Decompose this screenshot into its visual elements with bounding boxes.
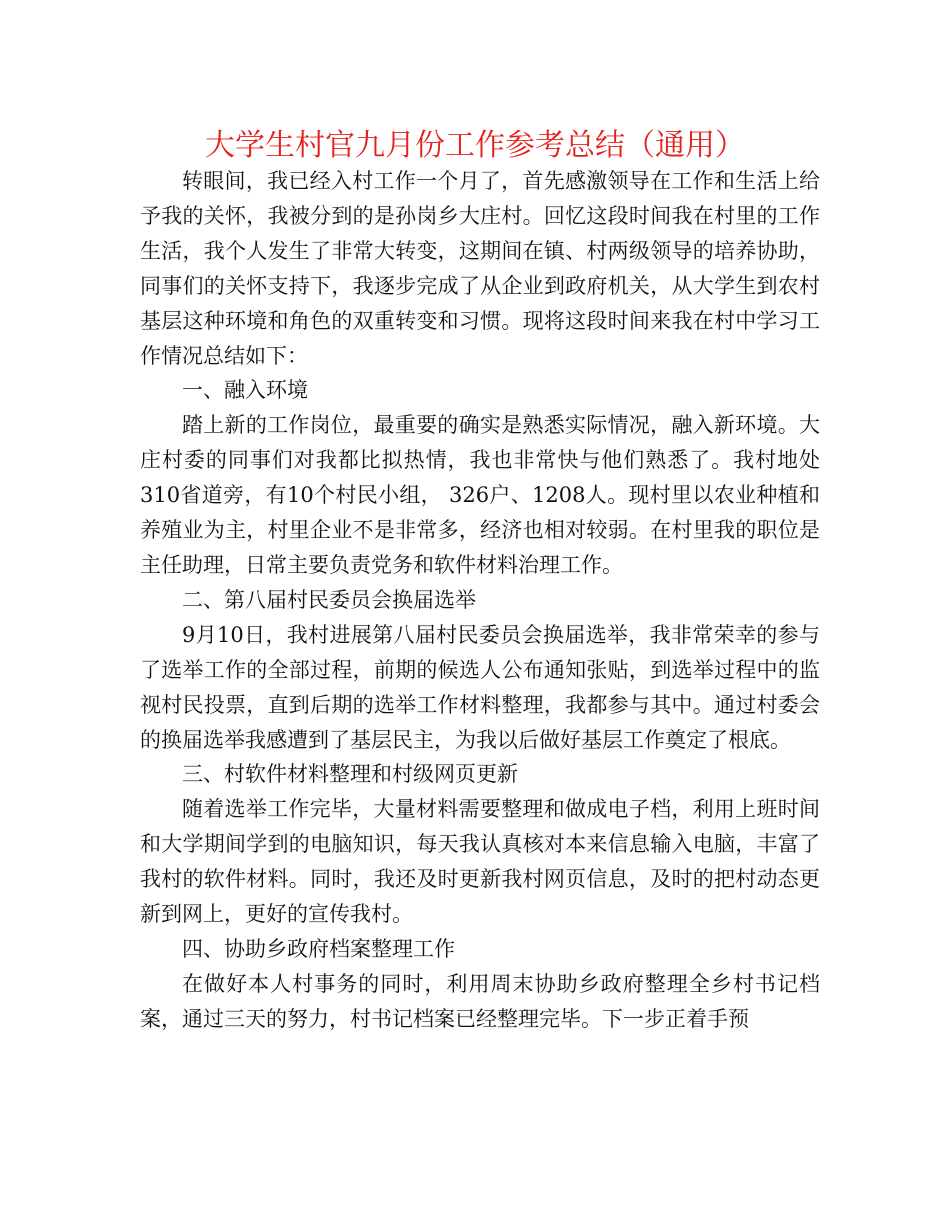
intro-paragraph: 转眼间，我已经入村工作一个月了，首先感激领导在工作和生活上给予我的关怀，我被分到的是孙岗乡大庄村。回忆这段时间我在村里的工作生活，我个人发生了非常大转变，这期间在镇、村两级领导的培养协助，同事们的关怀支持下，我逐步完成了从企业到政府机关，从大学生到农村基层这种环境和角色的双重转变和习惯。现将这段时间来我在村中学习工作情况总结如下：: [140, 169, 820, 368]
section-body-1: 踏上新的工作岗位，最重要的确实是熟悉实际情况，融入新环境。大庄村委的同事们对我都比拟热情，我也非常快与他们熟悉了。我村地处310省道旁，有10个村民小组， 326户、1208人。现村里以农业种植和养殖业为主，村里企业不是非常多，经济也相对较弱。在村里我的职位是主任助理，日常主要负责党务和软件材料治理工作。: [140, 413, 820, 577]
document-body: [140, 164, 820, 1037]
section-body-2: 9月10日，我村进展第八届村民委员会换届选举，我非常荣幸的参与了选举工作的全部过程，前期的候选人公布通知张贴，到选举过程中的监视村民投票，直到后期的选举工作材料整理，我都参与其中。通过村委会的换届选举我感遭到了基层民主，为我以后做好基层工作奠定了根底。: [140, 622, 820, 752]
document-title: 大学生村官九月份工作参考总结（通用）: [205, 128, 745, 163]
section-body-4: 在做好本人村事务的同时，利用周末协助乡政府整理全乡村书记档案，通过三天的努力，村书记档案已经整理完毕。下一步正着手预: [140, 971, 820, 1031]
section-heading-4: 四、协助乡政府档案整理工作: [182, 936, 455, 961]
section-body-3: 随着选举工作完毕，大量材料需要整理和做成电子档，利用上班时间和大学期间学到的电脑知识，每天我认真核对本来信息输入电脑，丰富了我村的软件材料。同时，我还及时更新我村网页信息，及时的把村动态更新到网上，更好的宣传我村。: [140, 797, 820, 927]
section-heading-2: 二、第八届村民委员会换届选举: [182, 587, 476, 612]
section-heading-3: 三、村软件材料整理和村级网页更新: [182, 762, 518, 787]
section-heading-1: 一、融入环境: [182, 378, 308, 403]
